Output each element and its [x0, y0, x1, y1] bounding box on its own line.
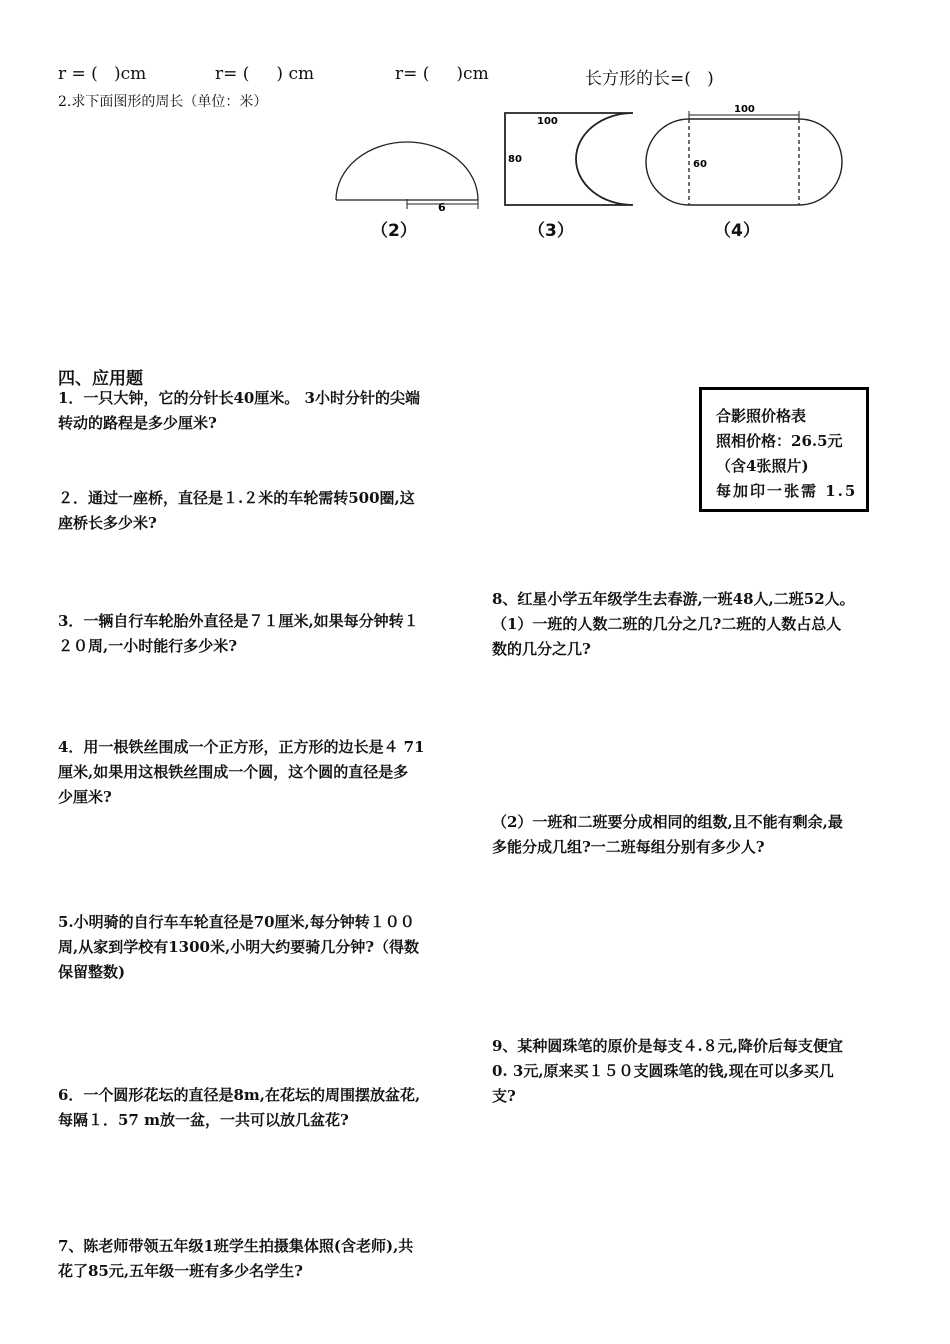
price-table-includes: （含4张照片) — [716, 457, 809, 475]
figure-4-label: （4） — [714, 221, 760, 241]
figure-3-side-dimension: 80 — [508, 154, 522, 165]
question-7: 7、陈老师带领五年级1班学生拍摄集体照(含老师),共 花了85元,五年级一班有多少名学生? — [58, 1237, 414, 1280]
section-4-title: 四、应用题 — [58, 369, 143, 389]
question-3: 3．一辆自行车轮胎外直径是７１厘米,如果每分钟转１ ２０周,一小时能行多少米? — [58, 612, 419, 655]
question-6: 6．一个圆形花坛的直径是8m,在花坛的周围摆放盆花, 每隔１．57 m放一盆，一共可以放几盆花? — [58, 1086, 421, 1129]
question-8-part-2: （2）一班和二班要分成相同的组数,且不能有剩余,最 多能分成几组?一二班每组分别有多少人? — [492, 813, 843, 856]
figure-3-top-dimension: 100 — [537, 116, 558, 127]
figure-4-side-dimension: 60 — [693, 159, 707, 170]
perimeter-figures — [0, 100, 950, 245]
figure-3-cut-rectangle — [505, 113, 633, 205]
figure-2-dimension: 6 — [438, 201, 446, 214]
rectangle-length-blank: 长方形的长=( ) — [585, 69, 714, 89]
figure-2-semicircle — [336, 142, 478, 214]
price-table-extra: 每加印一张需 1.5 — [716, 482, 858, 500]
price-table-price: 照相价格：26.5元 — [716, 432, 843, 450]
photo-price-table — [699, 387, 869, 512]
question-9: 9、某种圆珠笔的原价是每支４.８元,降价后每支便宜 0. 3元,原来买１５０支圆珠笔的钱,现在可以多买几 支? — [492, 1037, 843, 1105]
question-4: 4．用一根铁丝围成一个正方形，正方形的边长是４ 71 厘米,如果用这根铁丝围成一个圆，这个圆的直径是多 少厘米? — [58, 738, 425, 806]
section-2-title: 2.求下面图形的周长（单位：米） — [58, 94, 268, 110]
question-1: 1．一只大钟，它的分针长40厘米。 3小时分针的尖端 转动的路程是多少厘米? — [58, 389, 420, 432]
question-5: 5.小明骑的自行车车轮直径是70厘米,每分钟转１００ 周,从家到学校有1300米,小明大约要骑几分钟?（得数 保留整数) — [58, 913, 419, 981]
radius-blank-2: r= ( ) cm — [215, 64, 315, 84]
radius-blank-3: r= ( )cm — [395, 64, 489, 84]
figure-4-stadium — [646, 104, 842, 205]
radius-blank-1: r = ( )cm — [58, 64, 147, 84]
figure-4-top-dimension: 100 — [734, 104, 755, 115]
question-2: ２．通过一座桥，直径是１.２米的车轮需转500圈,这 座桥长多少米? — [58, 489, 415, 532]
question-8: 8、红星小学五年级学生去春游,一班48人,二班52人。 （1）一班的人数二班的几分之几?二班的人数占总人 数的几分之几? — [492, 590, 855, 658]
figure-2-label: （2） — [371, 221, 417, 241]
price-table-title: 合影照价格表 — [716, 407, 807, 425]
figure-3-label: （3） — [528, 221, 574, 241]
